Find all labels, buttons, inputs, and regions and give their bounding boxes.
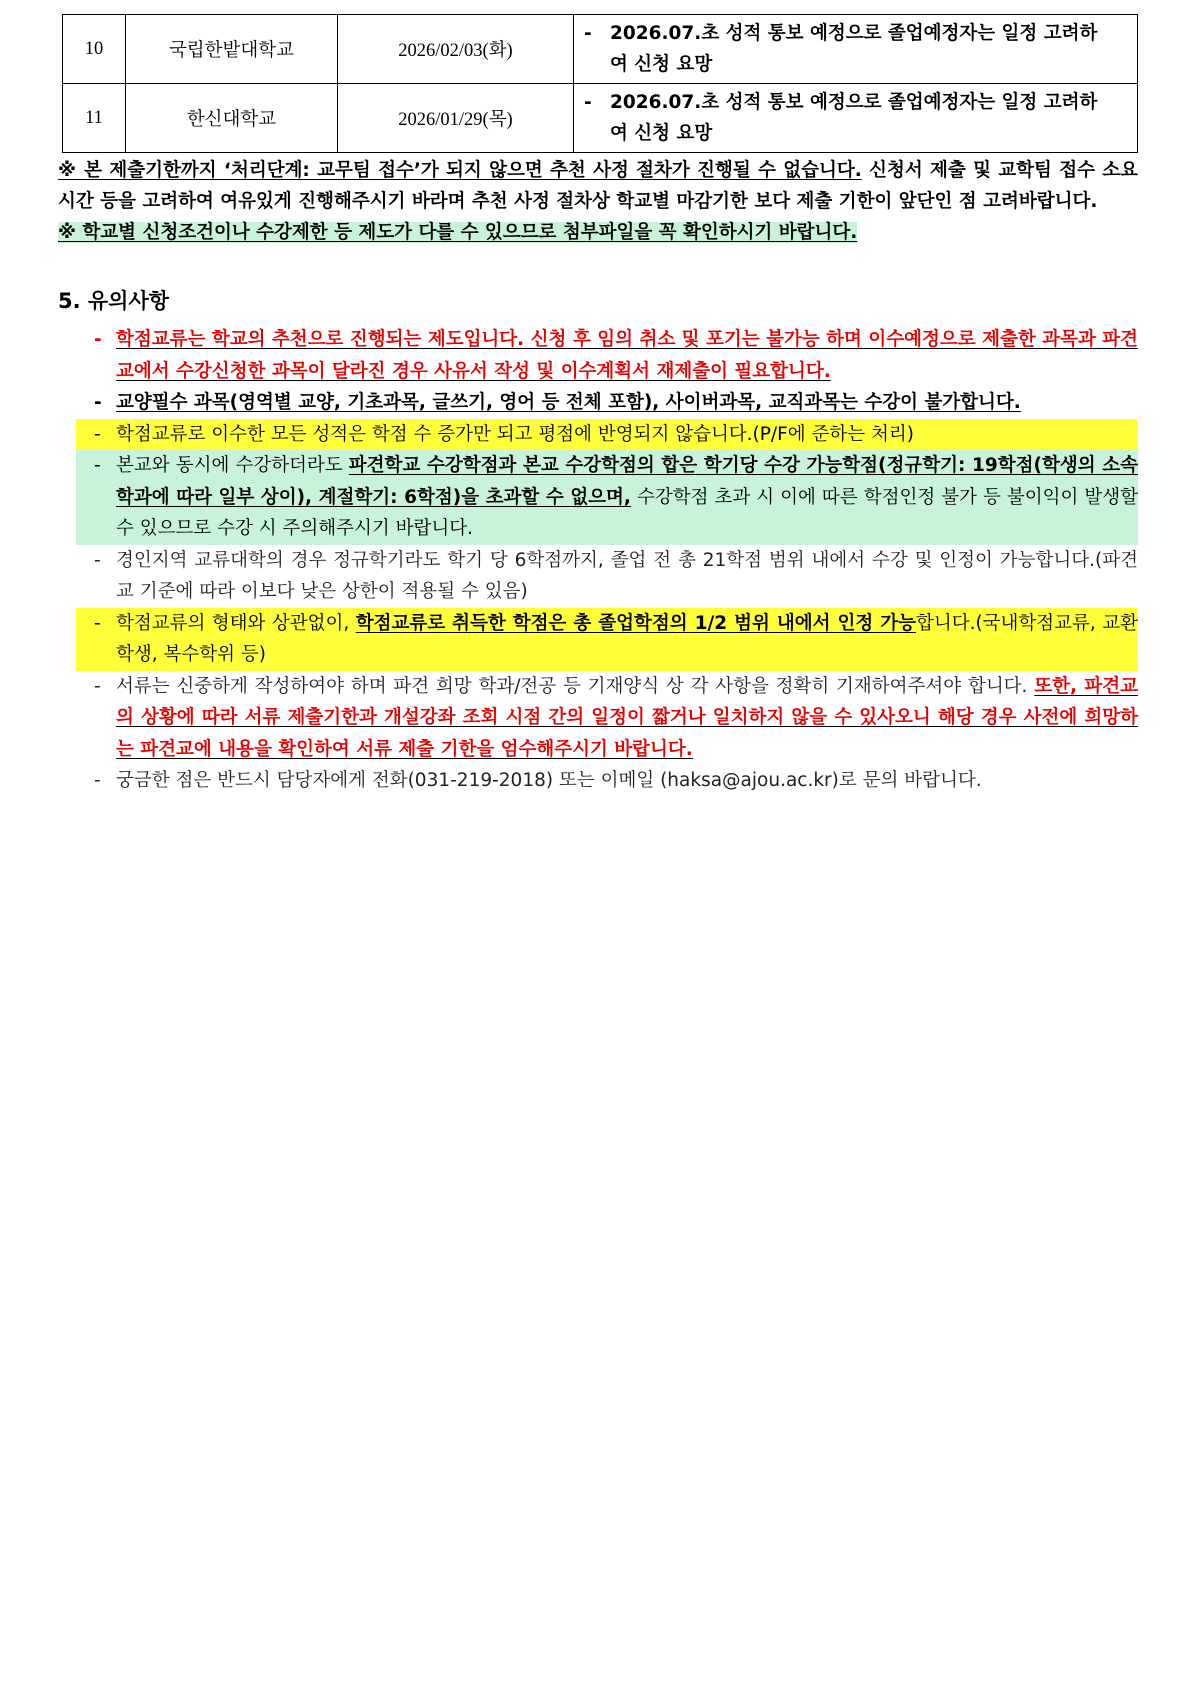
- caution-text-rest: 합니다.(국내학점교류, 교환학생, 복수학위 등): [116, 612, 1138, 665]
- row-number: 10: [63, 15, 126, 84]
- contact-info: 궁금한 점은 반드시 담당자에게 전화(031-219-2018) 또는 이메일 (haksa@ajou.ac.kr)로 문의 바랍니다.: [116, 770, 982, 791]
- deadline-date: 2026/01/29(목): [338, 84, 574, 153]
- document-page: [58, 14, 1138, 797]
- dash-bullet: -: [584, 23, 592, 44]
- remarks-line-2: 여 신청 요망: [610, 123, 713, 144]
- dash-bullet: -: [584, 92, 592, 113]
- caution-text: 교양필수 과목(영역별 교양, 기초과목, 글쓰기, 영어 등 전체 포함), 사이버과목, 교직과목는 수강이 불가합니다.: [116, 392, 1021, 413]
- caution-text: 경인지역 교류대학의 경우 정규학기라도 학기 당 6학점까지, 졸업 전 총 21학점 범위 내에서 수강 및 인정이 가능합니다.(파견교 기준에 따라 이보다 낮은 상한이 적용될 수 있음): [116, 549, 1138, 602]
- school-name: 국립한밭대학교: [126, 15, 338, 84]
- cautions-list: [58, 324, 1138, 797]
- attachment-warning: ※ 학교별 신청조건이나 수강제한 등 제도가 다를 수 있으므로 첨부파일을 꼭 확인하시기 바랍니다.: [58, 222, 858, 243]
- caution-text-rest: 수강학점 초과 시 이에 따른 학점인정 불가 등 불이익이 발생할 수 있으므로 수강 시 주의해주시기 바랍니다.: [116, 486, 1139, 539]
- caution-text-intro: 본교와 동시에 수강하더라도: [116, 455, 349, 476]
- caution-text-intro: 학점교류의 형태와 상관없이,: [116, 612, 356, 634]
- row-number: 11: [63, 84, 126, 153]
- list-item: [76, 765, 1138, 797]
- deadline-warning: ※ 본 제출기한까지 ‘처리단계: 교무팀 접수’가 되지 않으면 추천 사정 절차가 진행될 수 없습니다.: [58, 160, 862, 181]
- list-item: [76, 545, 1138, 608]
- caution-text: 서류는 신중하게 작성하여야 하며 파견 희망 학과/전공 등 기재양식 상 각 사항을 정확히 기재하여주셔야 합니다.: [116, 675, 1028, 697]
- deadline-notice: [58, 155, 1138, 217]
- list-item: [76, 450, 1138, 545]
- dash-bullet: -: [94, 329, 102, 350]
- dash-bullet: -: [94, 770, 101, 791]
- dash-bullet: -: [94, 612, 101, 634]
- table-row: [63, 15, 1138, 84]
- dash-bullet: -: [94, 392, 102, 413]
- school-deadline-table: [62, 14, 1138, 153]
- dash-bullet: -: [94, 675, 101, 697]
- list-item: [76, 324, 1138, 387]
- dash-bullet: -: [94, 423, 101, 445]
- remarks-line-1: 2026.07.초 성적 통보 예정으로 졸업예정자는 일정 고려하: [610, 23, 1098, 44]
- deadline-guidance: 신청서 제출 및 교학팀 접수 소요시간 등을 고려하여 여유있게 진행해주시기 바라며 추천 사정 절차상 학교별 마감기한 보다 제출 기한이 앞단인 점 고려바랍니다.: [58, 160, 1138, 212]
- remarks-line-2: 여 신청 요망: [610, 54, 713, 75]
- dash-bullet: -: [94, 549, 101, 571]
- dash-bullet: -: [94, 455, 101, 476]
- remarks-cell: [574, 84, 1138, 153]
- deadline-date: 2026/02/03(화): [338, 15, 574, 84]
- section-title: 5. 유의사항: [58, 289, 170, 313]
- remarks-cell: [574, 15, 1138, 84]
- table-row: [63, 84, 1138, 153]
- schedule-warning: 또한, 파견교의 상황에 따라 서류 제출기한과 개설강좌 조회 시점 간의 일정이 짧거나 일치하지 않을 수 있사오니 해당 경우 사전에 희망하는 파견교에 내용을 확인하여 서류 제출 기한을 엄수해주시기 바랍니다.: [116, 675, 1138, 760]
- credit-limit-rule: 파견학교 수강학점과 본교 수강학점의 합은 학기당 수강 가능학점(정규학기: 19학점(학생의 소속학과에 따라 일부 상이), 계절학기: 6학점)을 초과할 수 없으며,: [116, 455, 1138, 508]
- caution-text: 학점교류는 학교의 추천으로 진행되는 제도입니다. 신청 후 임의 취소 및 포기는 불가능 하며 이수예정으로 제출한 과목과 파견교에서 수강신청한 과목이 달라진 경우 사유서 작성 및 이수계획서 재제출이 필요합니다.: [116, 329, 1138, 382]
- attachment-notice: [58, 217, 1138, 248]
- list-item: [76, 671, 1138, 766]
- list-item: [76, 608, 1138, 671]
- list-item: [76, 419, 1138, 451]
- caution-text: 학점교류로 이수한 모든 성적은 학점 수 증가만 되고 평점에 반영되지 않습니다.(P/F에 준하는 처리): [116, 423, 915, 445]
- credit-recognition-rule: 학점교류로 취득한 학점은 총 졸업학점의 1/2 범위 내에서 인정 가능: [355, 612, 916, 634]
- remarks-line-1: 2026.07.초 성적 통보 예정으로 졸업예정자는 일정 고려하: [610, 92, 1098, 113]
- list-item: [76, 387, 1138, 419]
- school-name: 한신대학교: [126, 84, 338, 153]
